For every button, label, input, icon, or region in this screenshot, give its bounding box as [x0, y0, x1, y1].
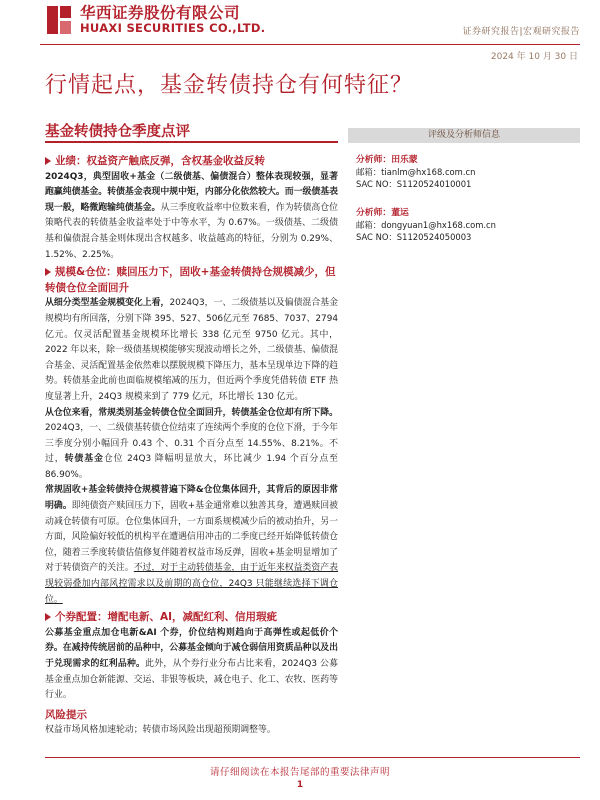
report-title: 行情起点，基金转债持仓有何特征？ [45, 73, 414, 98]
brand-name-cn: 华西证券股份有限公司 [80, 4, 241, 22]
section-divider [45, 141, 338, 143]
paragraph: 2024Q3，典型固收+基金（二级债基、偏债混合）整体表现较强，显著跑赢纯债基金。转债基金表现中规中矩，内部分化依然较大。而一级债基表现一般，略微跑输纯债基金。从三季度收益率中位数来看，作为转债高仓位策略代表的转债基金收益率处于中等水平，为 0.67%。一级债基、二级债基和偏债混合基金则体现出含权越多、收益越高的特征，分别为 0.29%、1.52%、2.25%。 [45, 171, 339, 260]
page-number: 1 [296, 780, 304, 790]
paragraph: 从仓位来看，常规类别基金转债仓位全面回升，转债基金仓位却有所下降。2024Q3，一、二级债基转债仓位结束了连续两个季度的仓位下滑，于今年三季度分别小幅回升 0.43 个、0.31 个百分点至 14.55%、8.21%。不过，转债基金仓位 24Q3 降幅明显放大，环比减少 1.94 个百分点至 86.90%。 [45, 407, 339, 480]
report-type: 证券研究报告|宏观研究报告 [462, 27, 580, 37]
analyst-label: 分析师： [356, 208, 392, 218]
footer-divider [45, 757, 580, 758]
analyst-card [356, 153, 475, 190]
analyst-email[interactable]: tianlm@hx168.com.cn [381, 167, 476, 177]
section-heading-allocation: 个券配置：增配电新、AI，减配红利、信用瑕疵 [45, 610, 338, 626]
paragraph: 常规固收+基金转债持仓规模普遍下降&仓位集体回升，其背后的原因非常明确。即纯债资产赎回压力下，固收+基金通常难以独善其身，遭遇赎回被动减仓转债有可原。仓位集体回升，一方面系规模减少后的被动抬升，另一方面，风险偏好较低的机构平在遭遇信用冲击的二季度已经开始降低转债仓位，随着三季度转债估值修复伴随着权益市场反弹，固收+基金明显增加了对于转债资产的关注。不过，对于主动转债基金，由于近年来权益类资产表现较弱叠加内部风控需求以及前期的高仓位，24Q3 只能继续选择下调仓位。 [45, 485, 339, 605]
email-label: 邮箱： [356, 167, 382, 177]
analyst-card [356, 206, 496, 243]
analyst-sac: SAC NO：S1120524010001 [356, 179, 472, 189]
info-panel-title: 评级及分析师信息 [348, 128, 580, 143]
triangle-bullet-icon [45, 268, 51, 276]
section-title: 基金转债持仓季度点评 [45, 124, 190, 140]
report-body [45, 152, 338, 739]
analyst-sac: SAC NO：S1120524050003 [356, 232, 472, 242]
company-logo [44, 4, 74, 36]
triangle-bullet-icon [45, 157, 51, 165]
analyst-name: 田乐蒙 [391, 155, 418, 165]
risk-text: 权益市场风格加速轮动；转债市场风险出现超预期调整等。 [45, 725, 276, 736]
triangle-bullet-icon [45, 613, 51, 621]
analyst-label: 分析师： [356, 155, 392, 165]
paragraph: 从细分类型基金规模变化上看，2024Q3，一、二级债基以及偏债混合基金规模均有所回落，分别下降 395、527、506亿元至 7685、7037、2794 亿元。仅灵活配置基金规模环比增长 338 亿元至 9750 亿元。其中，2022 年以来，除一级债基规模能够实现波动增长之外，二级债基、偏债混合基金、灵活配置基金依然难以摆脱规模下降压力，基本呈现单边下降的趋势。转债基金此前也面临规模缩减的压力，但近两个季度凭借转债 ETF 热度显著上升，24Q3 规模来到了 779 亿元，环比增长 130 亿元。 [45, 298, 339, 402]
header-divider [40, 44, 580, 45]
paragraph: 公募基金重点加仓电新&AI 个券，价位结构则趋向于高弹性或起低价个券。在减持传统居前的品种中，公募基金倾向于减仓弱信用资质品种以及出于兑现需求的红利品种。此外，从个券行业分布占比来看，2024Q3 公募基金重点加仓新能源、交运、非银等板块，减仓电子、化工、农牧、医药等行业。 [45, 627, 339, 701]
analyst-name: 董运 [391, 208, 409, 218]
email-label: 邮箱： [356, 220, 382, 230]
risk-heading: 风险提示 [45, 708, 87, 721]
brand-name-en: HUAXI SECURITIES CO.,LTD. [80, 21, 266, 35]
section-heading-performance: 业绩：权益资产触底反弹，含权基金收益反转 [45, 154, 338, 170]
legal-disclaimer: 请仔细阅读在本报告尾部的重要法律声明 [209, 767, 390, 778]
analyst-email[interactable]: dongyuan1@hx168.com.cn [381, 220, 496, 230]
report-date: 2024 年 10 月 30 日 [490, 52, 578, 62]
section-heading-scale: 规模&仓位：赎回压力下，固收+基金转债持仓规模减少，但转债仓位全面回升 [45, 266, 336, 294]
